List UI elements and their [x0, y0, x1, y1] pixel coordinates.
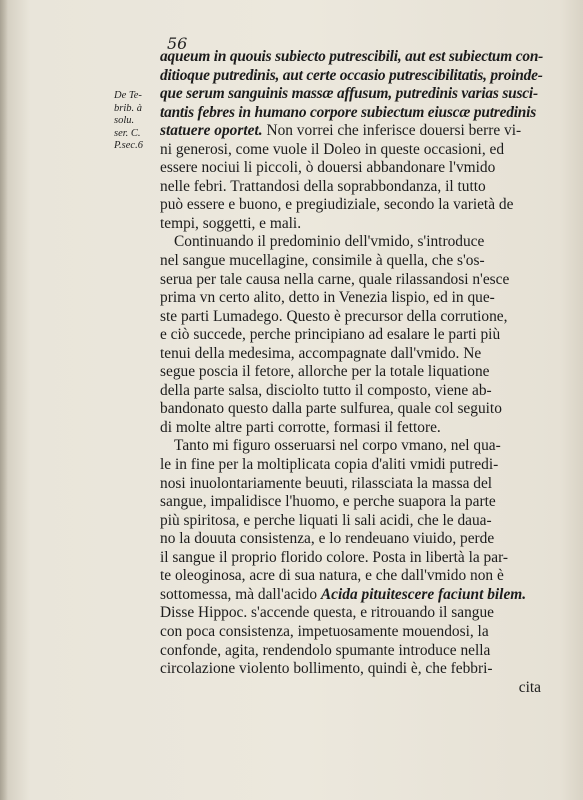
text-line: Disse Hippoc. s'accende questa, e ritrouando il sangue	[160, 604, 494, 622]
text-line: sottomessa, mà dall'acido Acida pituitescere faciunt bilem.	[160, 585, 527, 603]
text-line: statuere oportet. Non vorrei che inferisce douersi berre vi-	[160, 122, 522, 140]
text-line: no la douuta consistenza, e lo rendeuano viuido, perde	[160, 530, 495, 548]
margin-note-line: brib. à	[114, 102, 143, 114]
margin-note-line: ser. C.	[114, 127, 141, 139]
text-line: tenui della medesima, accompagnate dall'vmido. Ne	[160, 344, 482, 362]
text-line: tempi, soggetti, e mali.	[160, 214, 302, 232]
text-line: confonde, agita, rendendolo spumante introduce nella	[160, 641, 491, 659]
margin-note-line: De Te-	[114, 90, 142, 101]
text-line: nosi inuolontariamente beuuti, rilassciata la massa del	[160, 474, 493, 492]
text-line: segue poscia il fetore, allorche per la totale liquatione	[160, 363, 490, 381]
text-line: ste parti Lumadego. Questo è precursor della corrutione,	[160, 307, 508, 325]
margin-note-line: solu.	[114, 115, 135, 126]
text-line: più spiritosa, e perche liquati li sali acidi, che le daua-	[160, 511, 492, 529]
text-line: cita	[518, 678, 541, 696]
text-line: con poca consistenza, impetuosamente mouendosi, la	[160, 622, 489, 640]
margin-note	[114, 90, 162, 153]
text-line: nelle febri. Trattandosi della soprabbondanza, il tutto	[160, 177, 486, 195]
text-line: di molte altre parti corrotte, formasi il fettore.	[160, 418, 441, 436]
body-text	[160, 48, 565, 697]
text-line: ditioque putredinis, aut certe occasio putrescibilitatis, proinde-	[160, 66, 543, 84]
text-line: circolazione violento bollimento, quindi è, che febbri-	[160, 660, 493, 678]
text-line: aqueum in quouis subiecto putrescibili, aut est subiectum con-	[160, 48, 544, 65]
text-line: que serum sanguinis massæ affusum, putredinis varias susci-	[160, 85, 538, 103]
text-line: prima vn certo alito, detto in Venezia lispio, ed in que-	[160, 289, 495, 307]
text-line: Continuando il predominio dell'vmido, s'introduce	[174, 233, 485, 251]
text-line: può essere e buono, e pregiudiziale, secondo la varietà de	[160, 196, 514, 214]
margin-note-line: P.sec.6	[114, 140, 143, 151]
gutter-shadow	[0, 0, 8, 800]
text-line: tantis febres in humano corpore subiectum eiuscæ putredinis	[160, 103, 537, 121]
text-line: essere nociui li piccoli, ò douersi abbandonare l'vmido	[160, 159, 496, 177]
text-line: Tanto mi figuro osseruarsi nel corpo vmano, nel qua-	[174, 437, 501, 455]
text-line: della parte salsa, disciolto tutto il composto, viene ab-	[160, 381, 492, 399]
text-line: sangue, impalidisce l'huomo, e perche suapora la parte	[160, 493, 496, 511]
text-line: il sangue il proprio florido colore. Posta in libertà la par-	[160, 548, 509, 566]
page-number: 56	[167, 34, 188, 53]
text-line: nel sangue mucellagine, consimile à quella, che s'os-	[160, 252, 485, 270]
text-line: ni generosi, come vuole il Doleo in queste occasioni, ed	[160, 140, 505, 158]
text-line: serua per tale causa nella carne, quale rilassandosi n'esce	[160, 270, 510, 288]
text-line: bandonato questo dalla parte sulfurea, quale col seguito	[160, 400, 502, 418]
text-line: e ciò succede, perche principiano ad esalare le parti più	[160, 326, 501, 344]
text-line: te oleoginosa, acre di sua natura, e che dall'vmido non è	[160, 567, 504, 585]
text-line: le in fine per la moltiplicata copia d'aliti vmidi putredi-	[160, 456, 499, 474]
